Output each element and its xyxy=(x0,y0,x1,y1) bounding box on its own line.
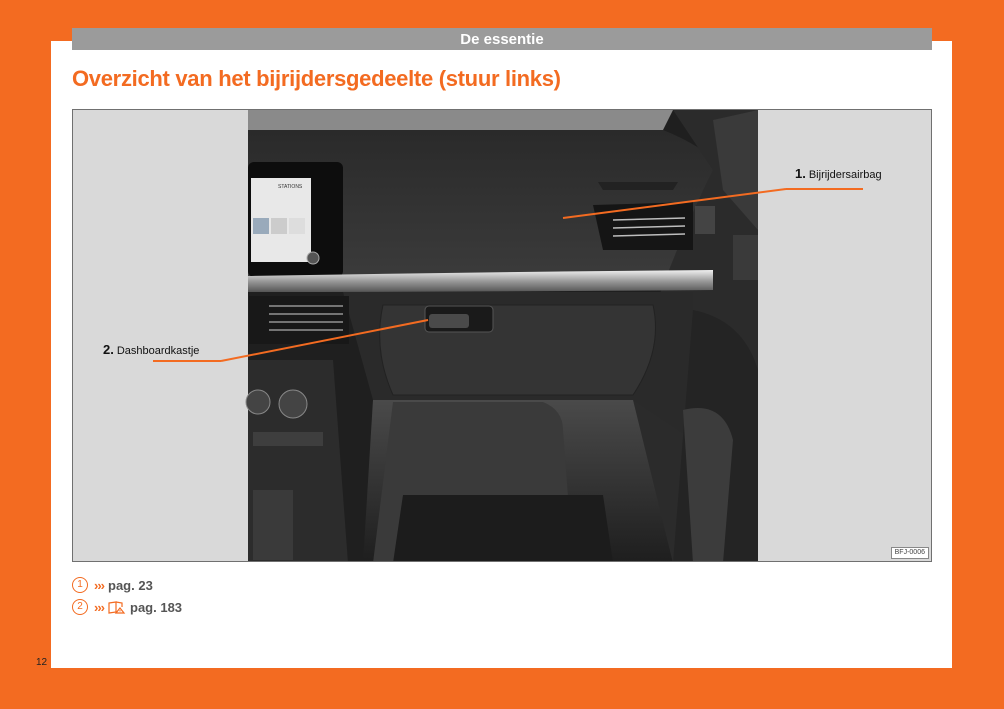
reference-marker: 1 xyxy=(72,577,88,593)
section-header-label: De essentie xyxy=(460,31,544,48)
dashboard-illustration xyxy=(72,109,932,562)
callout-airbag-number: 1. xyxy=(795,166,806,181)
reference-item[interactable] xyxy=(72,574,182,596)
reference-list xyxy=(72,574,182,618)
screen-stations-label: STATIONS xyxy=(278,184,303,190)
reference-arrows: ››› xyxy=(94,577,104,593)
callout-glovebox xyxy=(103,342,199,357)
section-header xyxy=(72,28,932,50)
reference-page[interactable]: pag. 23 xyxy=(108,577,153,593)
callout-glovebox-number: 2. xyxy=(103,342,114,357)
callout-glovebox-label: Dashboardkastje xyxy=(116,345,200,357)
callout-airbag-label: Bijrijdersairbag xyxy=(808,169,882,181)
callout-airbag xyxy=(795,166,882,181)
page-number: 12 xyxy=(36,657,48,668)
figure-code: BFJ-0006 xyxy=(891,547,929,559)
reference-item[interactable] xyxy=(72,596,182,618)
page-title: Overzicht van het bijrijdersgedeelte (stuur links) xyxy=(72,66,561,91)
book-warning-icon xyxy=(108,600,126,614)
reference-arrows: ››› xyxy=(94,599,104,615)
reference-page[interactable]: pag. 183 xyxy=(130,599,183,615)
reference-marker: 2 xyxy=(72,599,88,615)
